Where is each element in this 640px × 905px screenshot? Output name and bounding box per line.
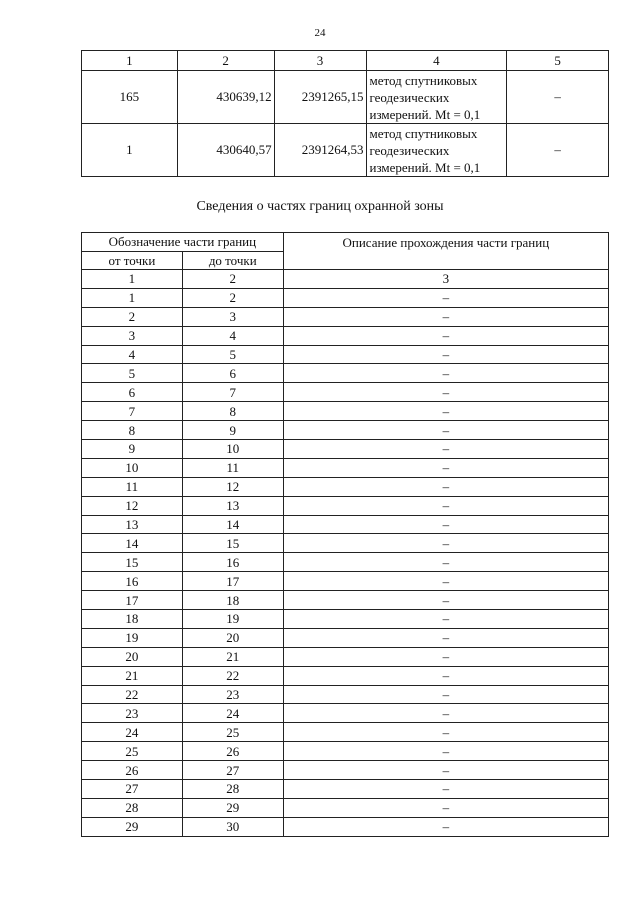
to-point: 11 (182, 458, 283, 477)
to-point: 18 (182, 591, 283, 610)
from-point: 17 (82, 591, 183, 610)
table-row (82, 326, 609, 345)
table-row (82, 71, 609, 124)
from-point: 19 (82, 628, 183, 647)
from-point: 12 (82, 496, 183, 515)
from-point: 7 (82, 402, 183, 421)
to-point: 28 (182, 780, 283, 799)
method-line: измерений. Mt = 0,1 (369, 106, 481, 122)
from-point: 14 (82, 534, 183, 553)
to-point: 16 (182, 553, 283, 572)
section-title: Сведения о частях границ охранной зоны (196, 199, 444, 214)
from-point: 24 (82, 723, 183, 742)
designation-header: Обозначение части границ (82, 233, 284, 252)
to-point: 13 (182, 496, 283, 515)
from-point: 27 (82, 780, 183, 799)
method-description (366, 124, 507, 177)
description-cell: – (283, 326, 608, 345)
table-row (82, 345, 609, 364)
description-cell: – (283, 780, 608, 799)
table-row (82, 591, 609, 610)
table-row (82, 704, 609, 723)
description-cell: – (283, 458, 608, 477)
description-cell: – (283, 402, 608, 421)
numbering-row (82, 270, 609, 289)
table-row (82, 440, 609, 459)
description-cell: – (283, 307, 608, 326)
table-row (82, 666, 609, 685)
to-point: 27 (182, 761, 283, 780)
table-row (82, 477, 609, 496)
to-point: 22 (182, 666, 283, 685)
column-number-header: 3 (274, 51, 366, 71)
description-cell: – (283, 628, 608, 647)
to-point: 9 (182, 421, 283, 440)
from-point-header: от точки (82, 252, 183, 270)
description-cell: – (283, 723, 608, 742)
table-row (82, 364, 609, 383)
table-row (82, 553, 609, 572)
to-point: 8 (182, 402, 283, 421)
from-point: 3 (82, 326, 183, 345)
description-cell: – (283, 591, 608, 610)
from-point: 13 (82, 515, 183, 534)
description-cell: – (283, 798, 608, 817)
table-row (82, 780, 609, 799)
from-point: 2 (82, 307, 183, 326)
from-point: 5 (82, 364, 183, 383)
description-cell: – (283, 364, 608, 383)
description-cell: – (283, 345, 608, 364)
table-row (82, 685, 609, 704)
description-cell: – (283, 496, 608, 515)
from-point: 8 (82, 421, 183, 440)
description-cell: – (283, 534, 608, 553)
table-row (82, 628, 609, 647)
description-cell: – (283, 610, 608, 629)
column-number-header: 5 (507, 51, 609, 71)
to-point: 4 (182, 326, 283, 345)
table-row (82, 496, 609, 515)
from-point: 23 (82, 704, 183, 723)
table-row (82, 288, 609, 307)
from-point: 21 (82, 666, 183, 685)
description-cell: – (283, 440, 608, 459)
from-point: 28 (82, 798, 183, 817)
to-point: 12 (182, 477, 283, 496)
table-row (82, 723, 609, 742)
description-cell: – (283, 421, 608, 440)
column-number: 1 (82, 270, 183, 289)
to-point: 10 (182, 440, 283, 459)
coordinate-x: 430639,12 (177, 71, 274, 124)
point-number: 1 (82, 124, 178, 177)
method-line: геодезических (369, 142, 450, 158)
table-row (82, 817, 609, 836)
method-line: измерений. Mt = 0,1 (369, 159, 481, 175)
to-point: 2 (182, 288, 283, 307)
description-cell: – (283, 647, 608, 666)
coordinates-table (81, 50, 609, 177)
to-point: 25 (182, 723, 283, 742)
to-point: 19 (182, 610, 283, 629)
to-point: 20 (182, 628, 283, 647)
to-point: 14 (182, 515, 283, 534)
from-point: 6 (82, 383, 183, 402)
note-cell: – (507, 71, 609, 124)
from-point: 15 (82, 553, 183, 572)
point-number: 165 (82, 71, 178, 124)
to-point: 26 (182, 742, 283, 761)
to-point: 23 (182, 685, 283, 704)
coordinate-y: 2391264,53 (274, 124, 366, 177)
column-number-header: 1 (82, 51, 178, 71)
from-point: 29 (82, 817, 183, 836)
column-number: 2 (182, 270, 283, 289)
to-point: 5 (182, 345, 283, 364)
to-point: 29 (182, 798, 283, 817)
from-point: 4 (82, 345, 183, 364)
to-point: 6 (182, 364, 283, 383)
to-point: 7 (182, 383, 283, 402)
method-description (366, 71, 507, 124)
to-point: 15 (182, 534, 283, 553)
description-cell: – (283, 288, 608, 307)
from-point: 26 (82, 761, 183, 780)
description-cell: – (283, 704, 608, 723)
to-point: 30 (182, 817, 283, 836)
to-point-header: до точки (182, 252, 283, 270)
from-point: 22 (82, 685, 183, 704)
from-point: 18 (82, 610, 183, 629)
table-row (82, 742, 609, 761)
description-cell: – (283, 761, 608, 780)
description-header: Описание прохождения части границ (283, 233, 608, 270)
description-cell: – (283, 685, 608, 704)
table-row (82, 124, 609, 177)
method-line: геодезических (369, 89, 450, 105)
page-number: 24 (314, 27, 326, 39)
column-number-header: 4 (366, 51, 507, 71)
table-row (82, 572, 609, 591)
column-number: 3 (283, 270, 608, 289)
description-cell: – (283, 515, 608, 534)
table-row (82, 515, 609, 534)
coordinates-header-row (82, 51, 609, 71)
from-point: 16 (82, 572, 183, 591)
description-cell: – (283, 666, 608, 685)
coordinate-x: 430640,57 (177, 124, 274, 177)
from-point: 11 (82, 477, 183, 496)
description-cell: – (283, 383, 608, 402)
to-point: 17 (182, 572, 283, 591)
description-cell: – (283, 477, 608, 496)
table-row (82, 647, 609, 666)
table-row (82, 307, 609, 326)
column-number-header: 2 (177, 51, 274, 71)
from-point: 10 (82, 458, 183, 477)
table-row (82, 458, 609, 477)
description-cell: – (283, 553, 608, 572)
description-cell: – (283, 742, 608, 761)
boundary-parts-table (81, 232, 609, 837)
table-row (82, 534, 609, 553)
method-line: метод спутниковых (369, 72, 478, 88)
table-row (82, 761, 609, 780)
table-row (82, 383, 609, 402)
method-line: метод спутниковых (369, 125, 478, 141)
to-point: 21 (182, 647, 283, 666)
table-row (82, 421, 609, 440)
from-point: 25 (82, 742, 183, 761)
table-row (82, 798, 609, 817)
to-point: 24 (182, 704, 283, 723)
from-point: 1 (82, 288, 183, 307)
table-row (82, 610, 609, 629)
table-row (82, 402, 609, 421)
description-cell: – (283, 817, 608, 836)
note-cell: – (507, 124, 609, 177)
coordinate-y: 2391265,15 (274, 71, 366, 124)
from-point: 9 (82, 440, 183, 459)
to-point: 3 (182, 307, 283, 326)
description-cell: – (283, 572, 608, 591)
from-point: 20 (82, 647, 183, 666)
